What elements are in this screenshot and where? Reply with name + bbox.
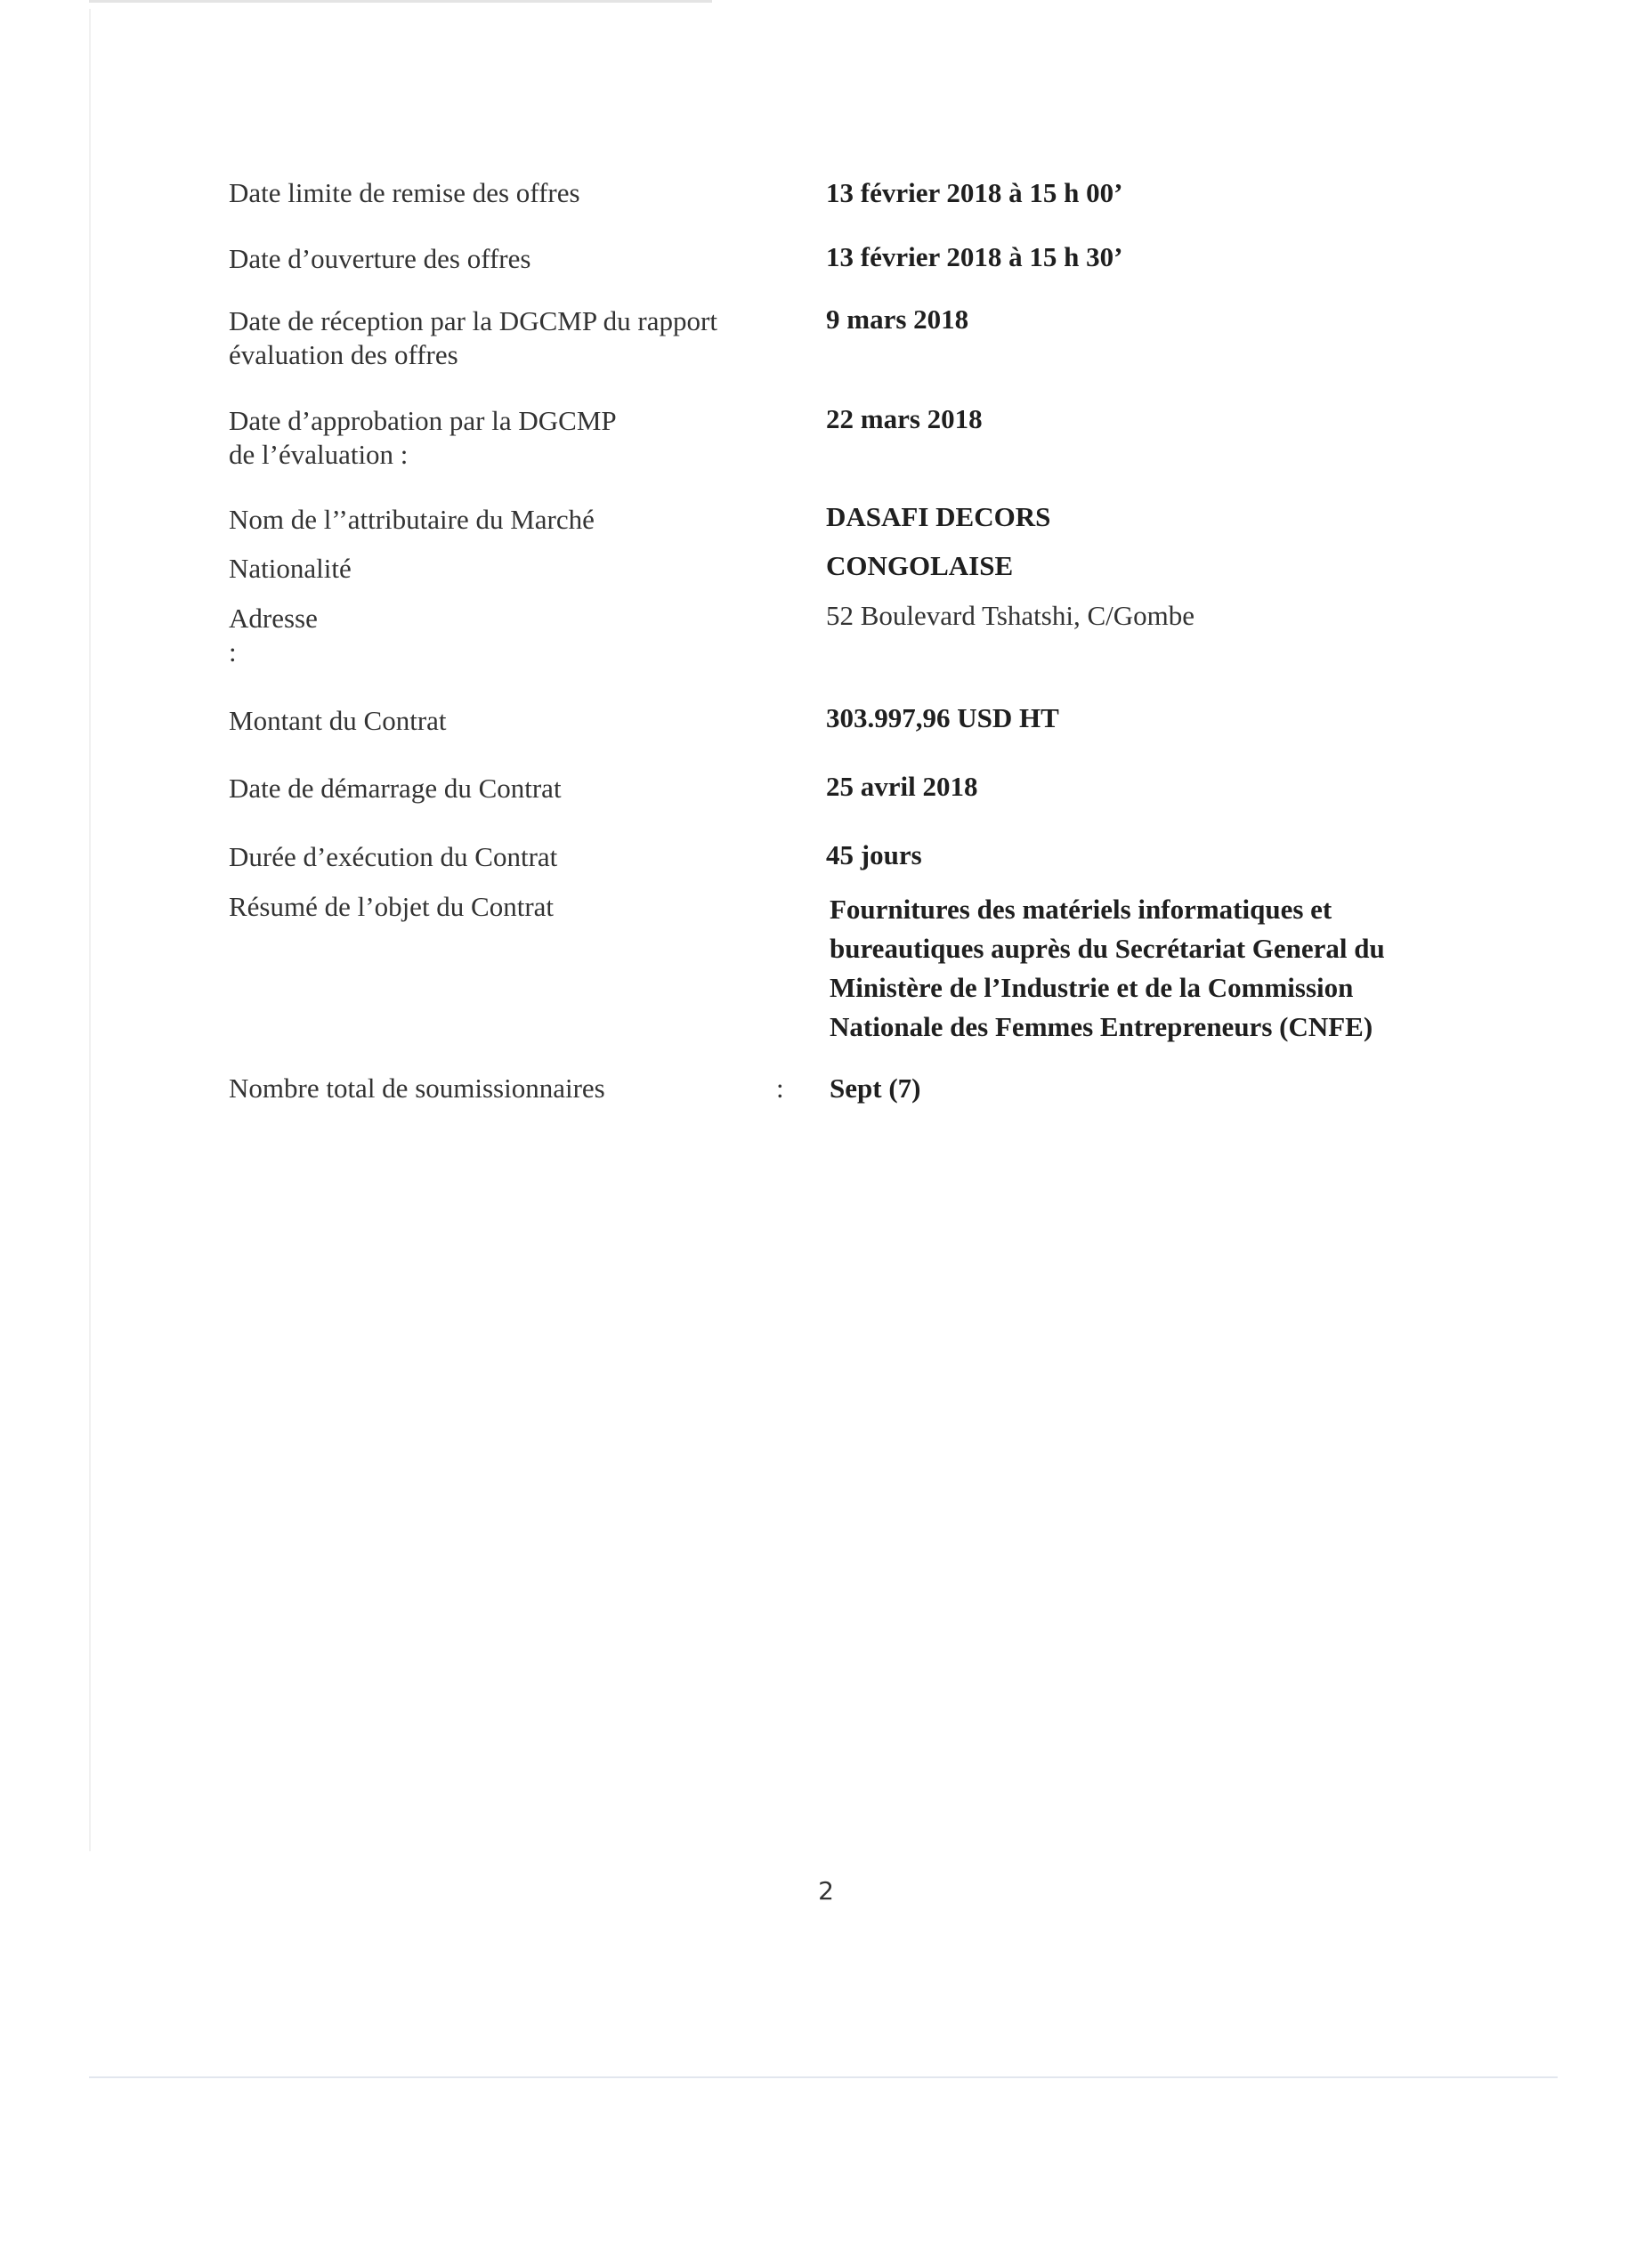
label-date-ouverture: Date d’ouverture des offres [229, 243, 531, 274]
label-montant: Montant du Contrat [229, 705, 447, 736]
label-nombre-soumissionnaires: Nombre total de soumissionnaires [229, 1072, 605, 1104]
page-number: 2 [818, 1876, 834, 1906]
value-date-limite-remise: 13 février 2018 à 15 h 00’ [826, 177, 1123, 208]
label-date-demarrage: Date de démarrage du Contrat [229, 773, 562, 804]
scan-edge-bottom [89, 2076, 1558, 2078]
value-attributaire: DASAFI DECORS [826, 501, 1051, 532]
label-duree-execution: Durée d’exécution du Contrat [229, 841, 558, 872]
value-nombre-soumissionnaires: Sept (7) [830, 1072, 921, 1104]
value-date-reception-rapport: 9 mars 2018 [826, 303, 969, 335]
scan-edge-left [89, 9, 91, 1851]
label-date-reception-rapport-line1: Date de réception par la DGCMP du rapport [229, 305, 717, 336]
label-nationalite: Nationalité [229, 553, 352, 584]
value-date-approbation: 22 mars 2018 [826, 403, 983, 434]
label-adresse-line1: Adresse [229, 603, 318, 634]
scan-edge-top [89, 0, 712, 3]
label-attributaire: Nom de l’’attributaire du Marché [229, 504, 595, 535]
value-duree-execution: 45 jours [826, 839, 922, 870]
label-date-approbation-line1: Date d’approbation par la DGCMP [229, 405, 617, 436]
resume-line: Fournitures des matériels informatiques et [830, 894, 1332, 925]
resume-line: bureautiques auprès du Secrétariat General du [830, 933, 1385, 964]
value-montant: 303.997,96 USD HT [826, 702, 1059, 733]
resume-line: Ministère de l’Industrie et de la Commission [830, 972, 1354, 1003]
value-date-demarrage: 25 avril 2018 [826, 771, 978, 802]
label-date-approbation-line2: de l’évaluation : [229, 439, 409, 470]
value-nationalite: CONGOLAISE [826, 550, 1014, 581]
resume-line: Nationale des Femmes Entrepreneurs (CNFE) [830, 1011, 1373, 1042]
value-adresse: 52 Boulevard Tshatshi, C/Gombe [826, 600, 1195, 631]
value-date-ouverture: 13 février 2018 à 15 h 30’ [826, 241, 1123, 272]
separator-colon: : [776, 1072, 784, 1104]
value-resume-objet [830, 890, 1385, 1047]
label-resume-objet: Résumé de l’objet du Contrat [229, 891, 555, 922]
label-date-reception-rapport-line2: évaluation des offres [229, 339, 458, 370]
label-date-limite-remise: Date limite de remise des offres [229, 177, 580, 208]
label-adresse-line2: : [229, 636, 237, 668]
